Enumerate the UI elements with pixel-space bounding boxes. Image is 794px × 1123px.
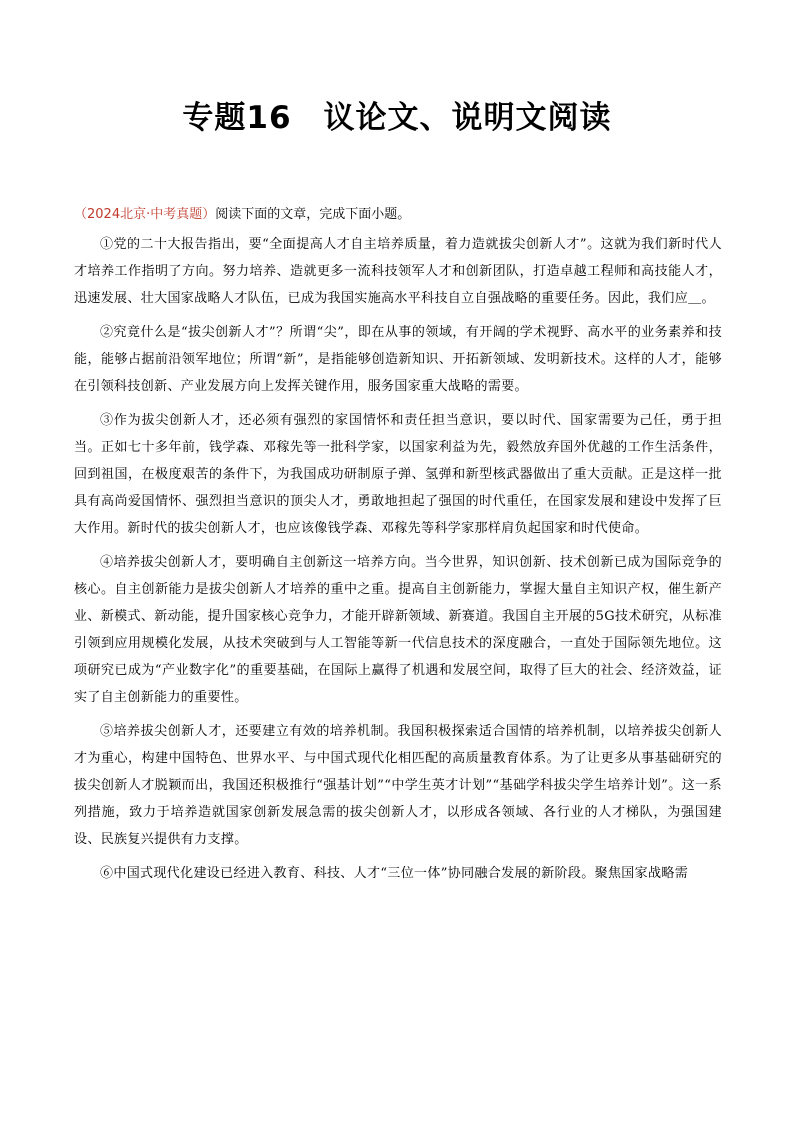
instruction-text: 阅读下面的文章，完成下面小题。 (215, 207, 411, 222)
paragraph-4: ④培养拔尖创新人才，要明确自主创新这一培养方向。当今世界，知识创新、技术创新已成为国际竞争的核心。自主创新能力是拔尖创新人才培养的重中之重。提高自主创新能力，掌握大量自主知识产权，催生新产业、新模式、新动能，提升国家核心竞争力，才能开辟新领域、新赛道。我国自主开展的5G技术研究，从标准引领到应用规模化发展，从技术突破到与人工智能等新一代信息技术的深度融合，一直处于国际领先地位。这项研究已成为“产业数字化”的重要基础，在国际上赢得了机遇和发展空间，取得了巨大的社会、经济效益，证实了自主创新能力的重要性。 (74, 555, 722, 705)
page-title: 专题16 议论文、说明文阅读 (182, 100, 612, 136)
paragraph-6: ⑥中国式现代化建设已经进入教育、科技、人才“三位一体”协同融合发展的新阶段。聚焦国家战略需 (100, 866, 689, 881)
paragraph-1: ①党的二十大报告指出，要“全面提高人才自主培养质量，着力造就拔尖创新人才”。这就为我们新时代人才培养工作指明了方向。努力培养、造就更多一流科技领军人才和创新团队，打造卓越工程师和高技能人才，迅速发展、壮大国家战略人才队伍，已成为我国实施高水平科技自立自强战略的重要任务。因此，我们应＿。 (74, 237, 722, 306)
source-tag: （2024北京·中考真题） (74, 207, 216, 222)
paragraph-5: ⑤培养拔尖创新人才，还要建立有效的培养机制。我国积极探索适合国情的培养机制，以培养拔尖创新人才为重心，构建中国特色、世界水平、与中国式现代化相匹配的高质量教育体系。为了让更多从事基础研究的拔尖创新人才脱颖而出，我国还积极推行“强基计划”“中学生英才计划”“基础学科拔尖学生培养计划”。这一系列措施，致力于培养造就国家创新发展急需的拔尖创新人才，以形成各领域、各行业的人才梯队，为强国建设、民族复兴提供有力支撑。 (74, 724, 722, 847)
paragraph-3: ③作为拔尖创新人才，还必须有强烈的家国情怀和责任担当意识，要以时代、国家需要为己任，勇于担当。正如七十多年前，钱学森、邓稼先等一批科学家，以国家利益为先，毅然放弃国外优越的工作生活条件，回到祖国，在极度艰苦的条件下，为我国成功研制原子弹、氢弹和新型核武器做出了重大贡献。正是这样一批具有高尚爱国情怀、强烈担当意识的顶尖人才，勇敢地担起了强国的时代重任，在国家发展和建设中发挥了巨大作用。新时代的拔尖创新人才，也应该像钱学森、邓稼先等科学家那样肩负起国家和时代使命。 (74, 413, 722, 536)
article-body (74, 203, 722, 894)
paragraph-2: ②究竟什么是“拔尖创新人才”？所谓“尖”，即在从事的领域，有开阔的学术视野、高水平的业务素养和技能，能够占据前沿领军地位；所谓“新”，是指能够创造新知识、开拓新领域、发明新技术。这样的人才，能够在引领科技创新、产业发展方向上发挥关键作用，服务国家重大战略的需要。 (74, 325, 722, 394)
question-header (74, 203, 722, 227)
